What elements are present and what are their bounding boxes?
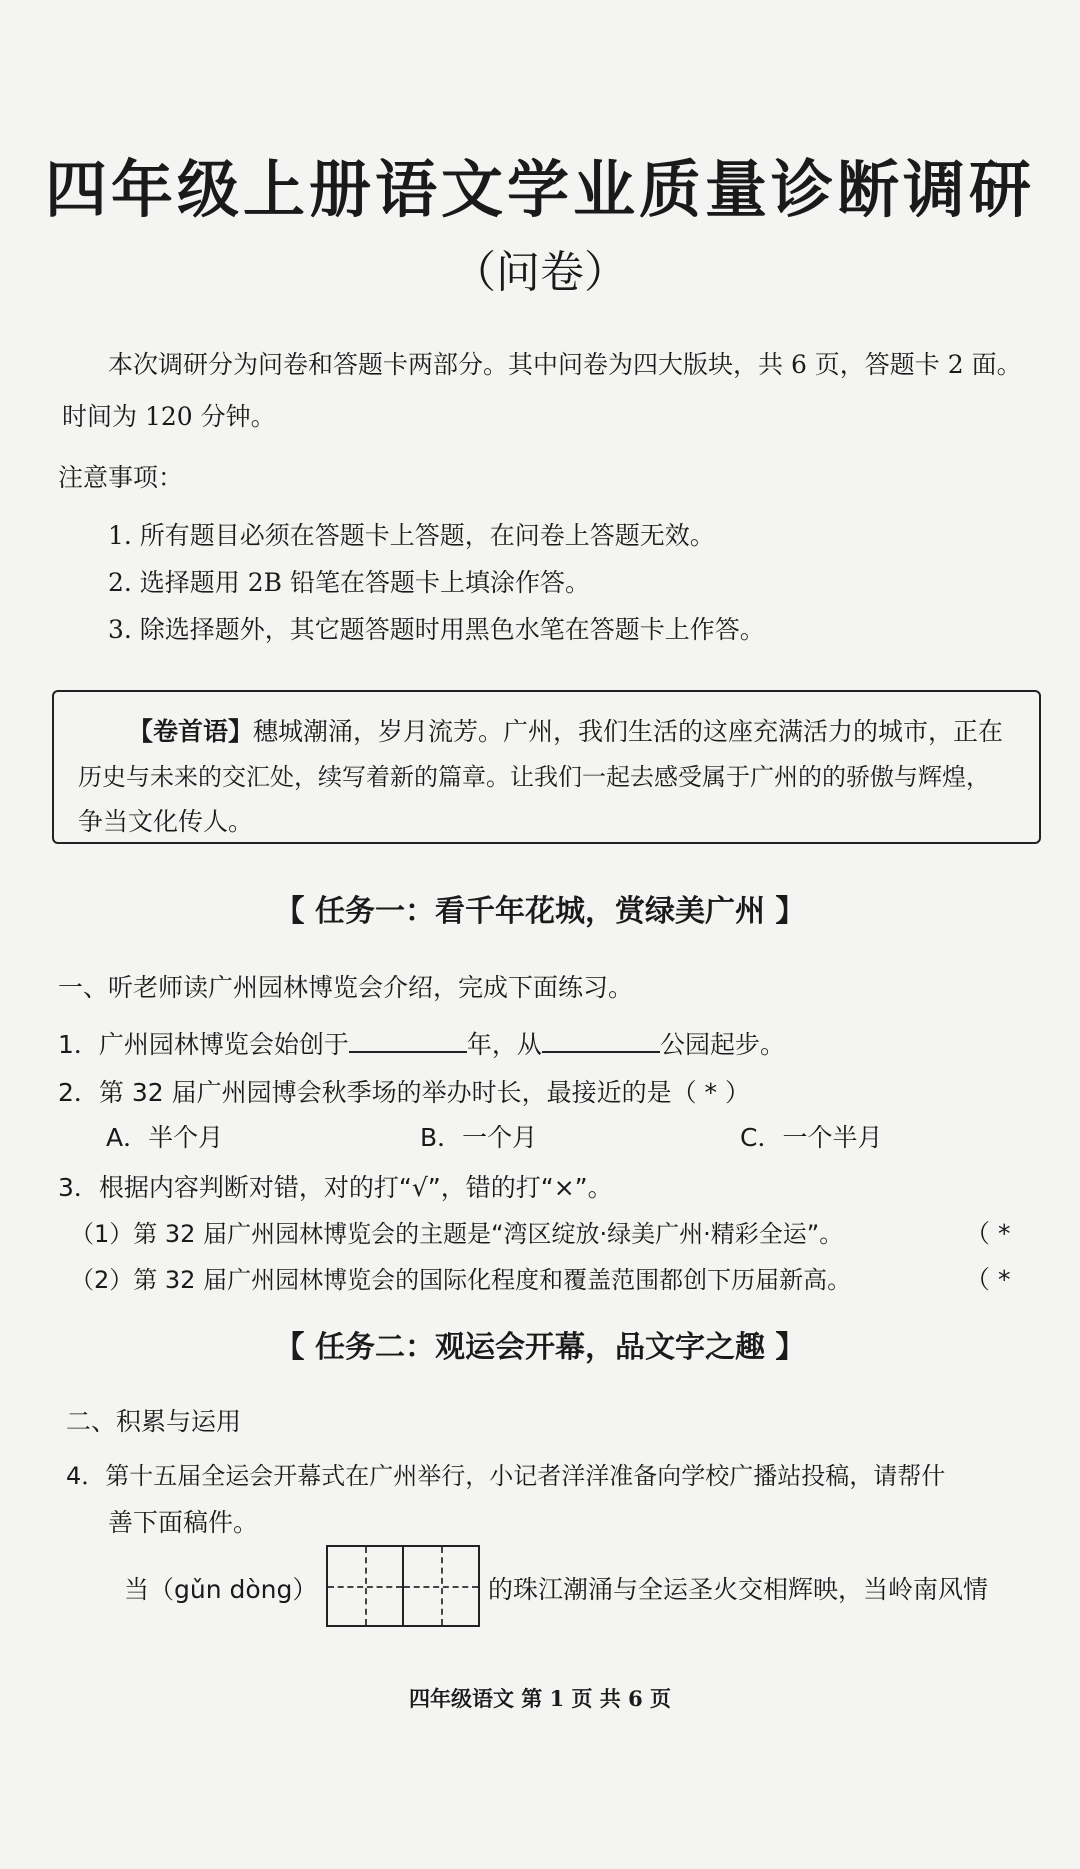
- question-3: 3．根据内容判断对错，对的打“√”，错的打“×”。: [58, 1173, 613, 1202]
- notice-item-3: 3. 除选择题外，其它题答题时用黑色水笔在答题卡上作答。: [108, 615, 765, 644]
- question-1: [58, 1025, 785, 1061]
- preface-text-1: 穗城潮涌，岁月流芳。广州，我们生活的这座充满活力的城市，正在: [253, 717, 1004, 746]
- question-2-option-b: B．一个月: [420, 1123, 538, 1152]
- preface-line-3: 争当文化传人。: [78, 807, 254, 836]
- preface-label: 【卷首语】: [128, 717, 254, 746]
- question-1-blank-park: [542, 1029, 660, 1053]
- question-1-part-b: 年，从: [466, 1030, 542, 1059]
- question-3-1: （1）第 32 届广州园林博览会的主题是“湾区绽放·绿美广州·精彩全运”。: [70, 1220, 844, 1248]
- task2-heading: 【 任务二：观运会开幕，品文字之趣 】: [274, 1330, 806, 1365]
- question-4-continuation: 的珠江潮涌与全运圣火交相辉映，当岭南风情: [488, 1575, 989, 1604]
- question-2-option-c: C．一个半月: [740, 1123, 883, 1152]
- task1-section-heading: 一、听老师读广州园林博览会介绍，完成下面练习。: [58, 973, 634, 1002]
- question-1-part-c: 公园起步。: [659, 1030, 785, 1059]
- preface-line-1: [128, 712, 1003, 748]
- intro-line-1: 本次调研分为问卷和答题卡两部分。其中问卷为四大版块，共 6 页，答题卡 2 面。: [108, 350, 1022, 379]
- notice-heading: 注意事项：: [58, 463, 184, 492]
- question-3-2: （2）第 32 届广州园林博览会的国际化程度和覆盖范围都创下历届新高。: [70, 1266, 852, 1294]
- question-3-1-mark: （ *: [965, 1219, 1011, 1248]
- page-subtitle: （问卷）: [452, 247, 628, 298]
- question-1-part-a: 1．广州园林博览会始创于: [58, 1030, 349, 1059]
- task2-section-heading: 二、积累与运用: [66, 1407, 242, 1436]
- intro-line-2: 时间为 120 分钟。: [62, 402, 276, 431]
- question-1-blank-year: [349, 1029, 467, 1053]
- question-4-pinyin: 当（gǔn dòng）: [124, 1575, 318, 1604]
- writing-grid-cell-1: [328, 1547, 404, 1625]
- task1-heading: 【 任务一：看千年花城，赏绿美广州 】: [274, 894, 806, 929]
- question-4-line-2: 善下面稿件。: [108, 1508, 259, 1537]
- question-4-line-1: 4．第十五届全运会开幕式在广州举行，小记者洋洋准备向学校广播站投稿，请帮什: [66, 1462, 946, 1490]
- writing-grid-cell-2: [404, 1547, 478, 1625]
- page-footer: 四年级语文 第 1 页 共 6 页: [408, 1686, 672, 1711]
- notice-item-1: 1. 所有题目必须在答题卡上答题，在问卷上答题无效。: [108, 521, 715, 550]
- question-2: 2．第 32 届广州园博会秋季场的举办时长，最接近的是（ * ）: [58, 1078, 751, 1107]
- writing-grid: [326, 1545, 480, 1627]
- question-3-2-mark: （ *: [965, 1265, 1011, 1294]
- preface-line-2: 历史与未来的交汇处，续写着新的篇章。让我们一起去感受属于广州的的骄傲与辉煌，: [78, 763, 990, 791]
- question-2-option-a: A．半个月: [106, 1123, 224, 1152]
- page-title: 四年级上册语文学业质量诊断调研: [44, 153, 1035, 226]
- notice-item-2: 2. 选择题用 2B 铅笔在答题卡上填涂作答。: [108, 568, 590, 597]
